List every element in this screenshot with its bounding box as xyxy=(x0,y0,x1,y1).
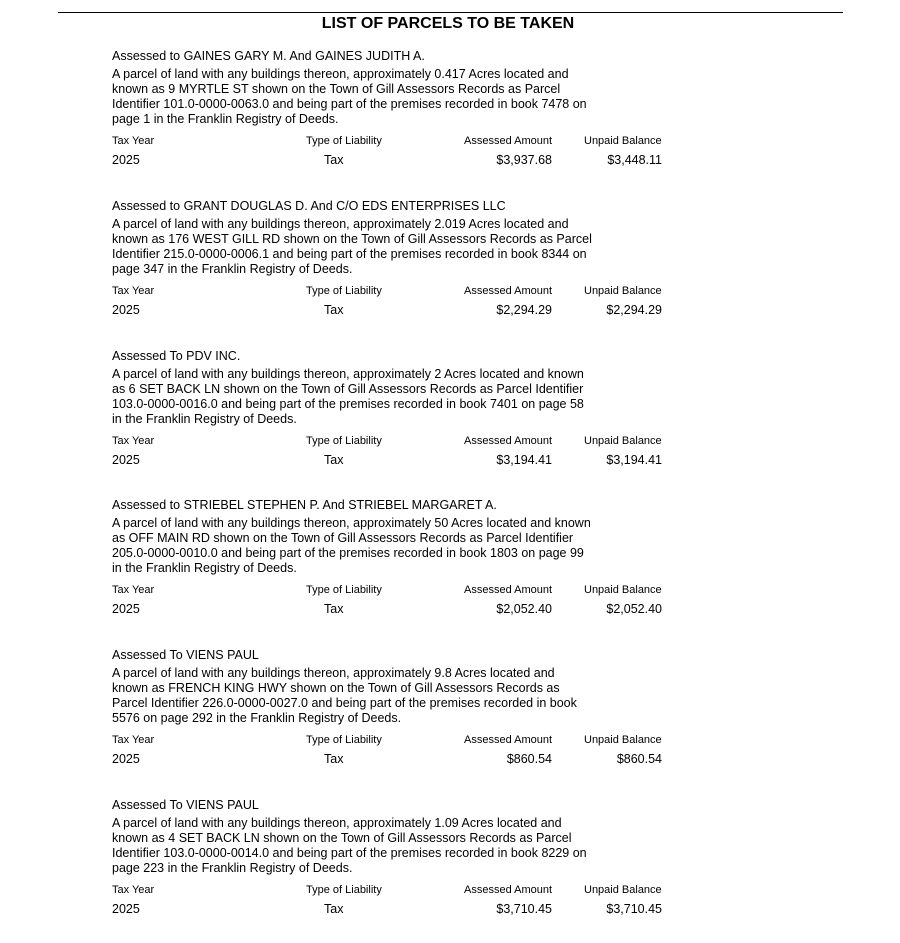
liability-type-header: Type of Liability xyxy=(306,135,382,147)
description-line: Identifier 215.0-0000-0006.1 and being part of the premises recorded in book 8344 on xyxy=(112,247,587,261)
assessed-to: Assessed to STRIEBEL STEPHEN P. And STRIEBEL MARGARET A. xyxy=(112,498,497,512)
description-line: known as FRENCH KING HWY shown on the Town of Gill Assessors Records as xyxy=(112,681,560,695)
liability-type-value: Tax xyxy=(324,303,344,317)
liability-type-header: Type of Liability xyxy=(306,285,382,297)
tax-year-header: Tax Year xyxy=(112,135,155,147)
liability-type-value: Tax xyxy=(324,453,344,467)
tax-year-header: Tax Year xyxy=(112,584,155,596)
liability-type-header: Type of Liability xyxy=(306,734,382,746)
unpaid-balance-value: $3,710.45 xyxy=(606,902,662,916)
assessed-amount-header: Assessed Amount xyxy=(464,884,553,896)
liability-type-value: Tax xyxy=(324,902,344,916)
assessed-amount-header: Assessed Amount xyxy=(464,435,553,447)
unpaid-balance-value: $3,448.11 xyxy=(607,153,662,167)
assessed-to: Assessed To VIENS PAUL xyxy=(112,798,259,812)
tax-year-value: 2025 xyxy=(112,902,140,916)
description-line: as OFF MAIN RD shown on the Town of Gill Assessors Records as Parcel Identifier xyxy=(112,531,574,545)
liability-type-header: Type of Liability xyxy=(306,584,382,596)
description-line: in the Franklin Registry of Deeds. xyxy=(112,412,297,426)
unpaid-balance-header: Unpaid Balance xyxy=(584,884,662,896)
tax-year-header: Tax Year xyxy=(112,884,155,896)
parcel-description xyxy=(112,67,672,127)
description-line: as 6 SET BACK LN shown on the Town of Gill Assessors Records as Parcel Identifier xyxy=(112,382,584,396)
assessed-amount-header: Assessed Amount xyxy=(464,734,553,746)
description-line: Identifier 101.0-0000-0063.0 and being part of the premises recorded in book 7478 on xyxy=(112,97,587,111)
description-line: A parcel of land with any buildings thereon, approximately 0.417 Acres located and xyxy=(112,67,569,81)
unpaid-balance-value: $2,294.29 xyxy=(606,303,662,317)
description-line: known as 9 MYRTLE ST shown on the Town of Gill Assessors Records as Parcel xyxy=(112,82,561,96)
description-line: A parcel of land with any buildings thereon, approximately 50 Acres located and known xyxy=(112,516,591,530)
assessed-to: Assessed To VIENS PAUL xyxy=(112,648,259,662)
assessed-amount-value: $3,710.45 xyxy=(496,902,552,916)
unpaid-balance-value: $860.54 xyxy=(616,752,662,766)
tax-year-value: 2025 xyxy=(112,752,140,766)
tax-year-header: Tax Year xyxy=(112,285,155,297)
unpaid-balance-header: Unpaid Balance xyxy=(584,285,662,297)
tax-year-header: Tax Year xyxy=(112,734,155,746)
unpaid-balance-header: Unpaid Balance xyxy=(584,435,662,447)
description-line: A parcel of land with any buildings thereon, approximately 2.019 Acres located and xyxy=(112,217,569,231)
liability-type-value: Tax xyxy=(324,153,344,167)
liability-type-header: Type of Liability xyxy=(306,884,382,896)
parcel-description xyxy=(112,367,672,427)
description-line: page 1 in the Franklin Registry of Deeds. xyxy=(112,112,339,126)
description-line: known as 4 SET BACK LN shown on the Town of Gill Assessors Records as Parcel xyxy=(112,831,572,845)
unpaid-balance-header: Unpaid Balance xyxy=(584,584,662,596)
assessed-to: Assessed to GRANT DOUGLAS D. And C/O EDS ENTERPRISES LLC xyxy=(112,199,506,213)
liability-type-value: Tax xyxy=(324,602,344,616)
description-line: page 223 in the Franklin Registry of Deeds. xyxy=(112,861,353,875)
description-line: 205.0-0000-0010.0 and being part of the premises recorded in book 1803 on page 99 xyxy=(112,546,584,560)
description-line: 5576 on page 292 in the Franklin Registry of Deeds. xyxy=(112,711,402,725)
unpaid-balance-header: Unpaid Balance xyxy=(584,135,662,147)
description-line: in the Franklin Registry of Deeds. xyxy=(112,561,297,575)
tax-year-value: 2025 xyxy=(112,303,140,317)
assessed-to: Assessed To PDV INC. xyxy=(112,349,241,363)
unpaid-balance-header: Unpaid Balance xyxy=(584,734,662,746)
assessed-to: Assessed to GAINES GARY M. And GAINES JUDITH A. xyxy=(112,49,425,63)
liability-type-header: Type of Liability xyxy=(306,435,382,447)
parcel-description xyxy=(112,516,672,576)
parcel-description xyxy=(112,666,672,726)
assessed-amount-value: $3,937.68 xyxy=(496,153,552,167)
top-rule xyxy=(58,12,843,13)
assessed-amount-header: Assessed Amount xyxy=(464,135,553,147)
assessed-amount-header: Assessed Amount xyxy=(464,285,553,297)
parcel-description xyxy=(112,816,672,876)
description-line: known as 176 WEST GILL RD shown on the Town of Gill Assessors Records as Parcel xyxy=(112,232,592,246)
assessed-amount-value: $2,294.29 xyxy=(496,303,552,317)
description-line: A parcel of land with any buildings thereon, approximately 1.09 Acres located and xyxy=(112,816,562,830)
description-line: A parcel of land with any buildings thereon, approximately 9.8 Acres located and xyxy=(112,666,555,680)
unpaid-balance-value: $2,052.40 xyxy=(606,602,662,616)
assessed-amount-value: $3,194.41 xyxy=(496,453,552,467)
tax-year-value: 2025 xyxy=(112,453,140,467)
parcel-description xyxy=(112,217,672,277)
description-line: Parcel Identifier 226.0-0000-0027.0 and being part of the premises recorded in book xyxy=(112,696,577,710)
tax-year-value: 2025 xyxy=(112,602,140,616)
tax-year-header: Tax Year xyxy=(112,435,155,447)
description-line: Identifier 103.0-0000-0014.0 and being part of the premises recorded in book 8229 on xyxy=(112,846,587,860)
assessed-amount-value: $2,052.40 xyxy=(496,602,552,616)
assessed-amount-header: Assessed Amount xyxy=(464,584,553,596)
liability-type-value: Tax xyxy=(324,752,344,766)
tax-year-value: 2025 xyxy=(112,153,140,167)
page-title: LIST OF PARCELS TO BE TAKEN xyxy=(321,15,575,32)
description-line: page 347 in the Franklin Registry of Deeds. xyxy=(112,262,353,276)
description-line: A parcel of land with any buildings thereon, approximately 2 Acres located and known xyxy=(112,367,584,381)
description-line: 103.0-0000-0016.0 and being part of the premises recorded in book 7401 on page 58 xyxy=(112,397,584,411)
unpaid-balance-value: $3,194.41 xyxy=(606,453,662,467)
assessed-amount-value: $860.54 xyxy=(506,752,552,766)
